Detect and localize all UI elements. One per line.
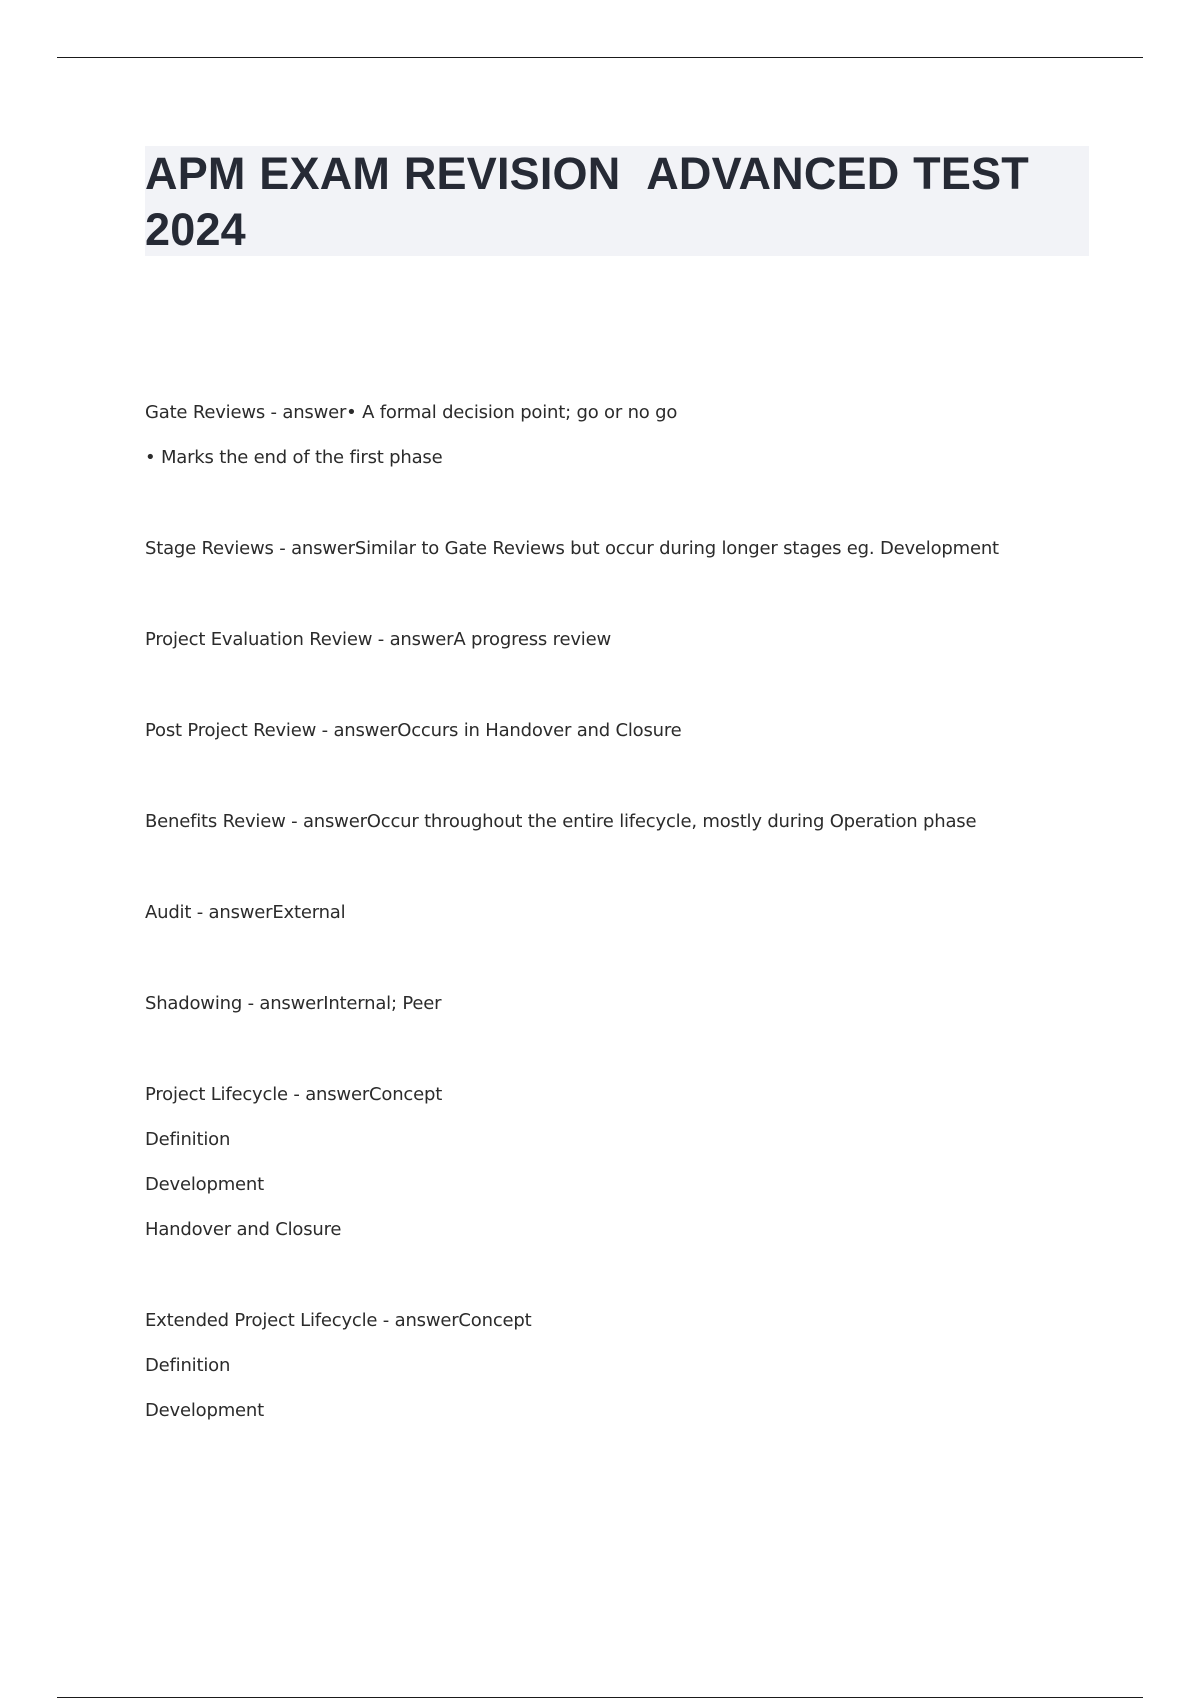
entry-line: Definition bbox=[145, 1129, 231, 1150]
flashcard-entry bbox=[145, 1298, 1095, 1433]
entry-line: Audit - answerExternal bbox=[145, 902, 346, 923]
flashcard-entry bbox=[145, 617, 1095, 662]
footer-rule bbox=[57, 1697, 1143, 1698]
entry-line: Gate Reviews - answer• A formal decision point; go or no go bbox=[145, 402, 678, 423]
flashcard-entry bbox=[145, 708, 1095, 753]
header-rule bbox=[57, 57, 1143, 58]
entry-line: Post Project Review - answerOccurs in Handover and Closure bbox=[145, 720, 682, 741]
flashcard-entry bbox=[145, 390, 1095, 480]
flashcard-list bbox=[145, 390, 1095, 1479]
entry-line: • Marks the end of the first phase bbox=[145, 447, 443, 468]
entry-line: Project Evaluation Review - answerA progress review bbox=[145, 629, 611, 650]
flashcard-entry bbox=[145, 1072, 1095, 1252]
flashcard-entry bbox=[145, 799, 1095, 844]
entry-line: Extended Project Lifecycle - answerConcept bbox=[145, 1310, 532, 1331]
entry-line: Development bbox=[145, 1400, 264, 1421]
entry-line: Project Lifecycle - answerConcept bbox=[145, 1084, 443, 1105]
document-title: APM EXAM REVISION ADVANCED TEST 2024 bbox=[145, 148, 1043, 255]
flashcard-entry bbox=[145, 526, 1095, 571]
entry-line: Definition bbox=[145, 1355, 231, 1376]
title-block bbox=[145, 146, 1089, 256]
entry-line: Stage Reviews - answerSimilar to Gate Reviews but occur during longer stages eg. Development bbox=[145, 538, 999, 559]
entry-line: Handover and Closure bbox=[145, 1219, 342, 1240]
entry-line: Development bbox=[145, 1174, 264, 1195]
entry-line: Shadowing - answerInternal; Peer bbox=[145, 993, 442, 1014]
flashcard-entry bbox=[145, 981, 1095, 1026]
flashcard-entry bbox=[145, 890, 1095, 935]
entry-line: Benefits Review - answerOccur throughout the entire lifecycle, mostly during Operation phase bbox=[145, 811, 977, 832]
